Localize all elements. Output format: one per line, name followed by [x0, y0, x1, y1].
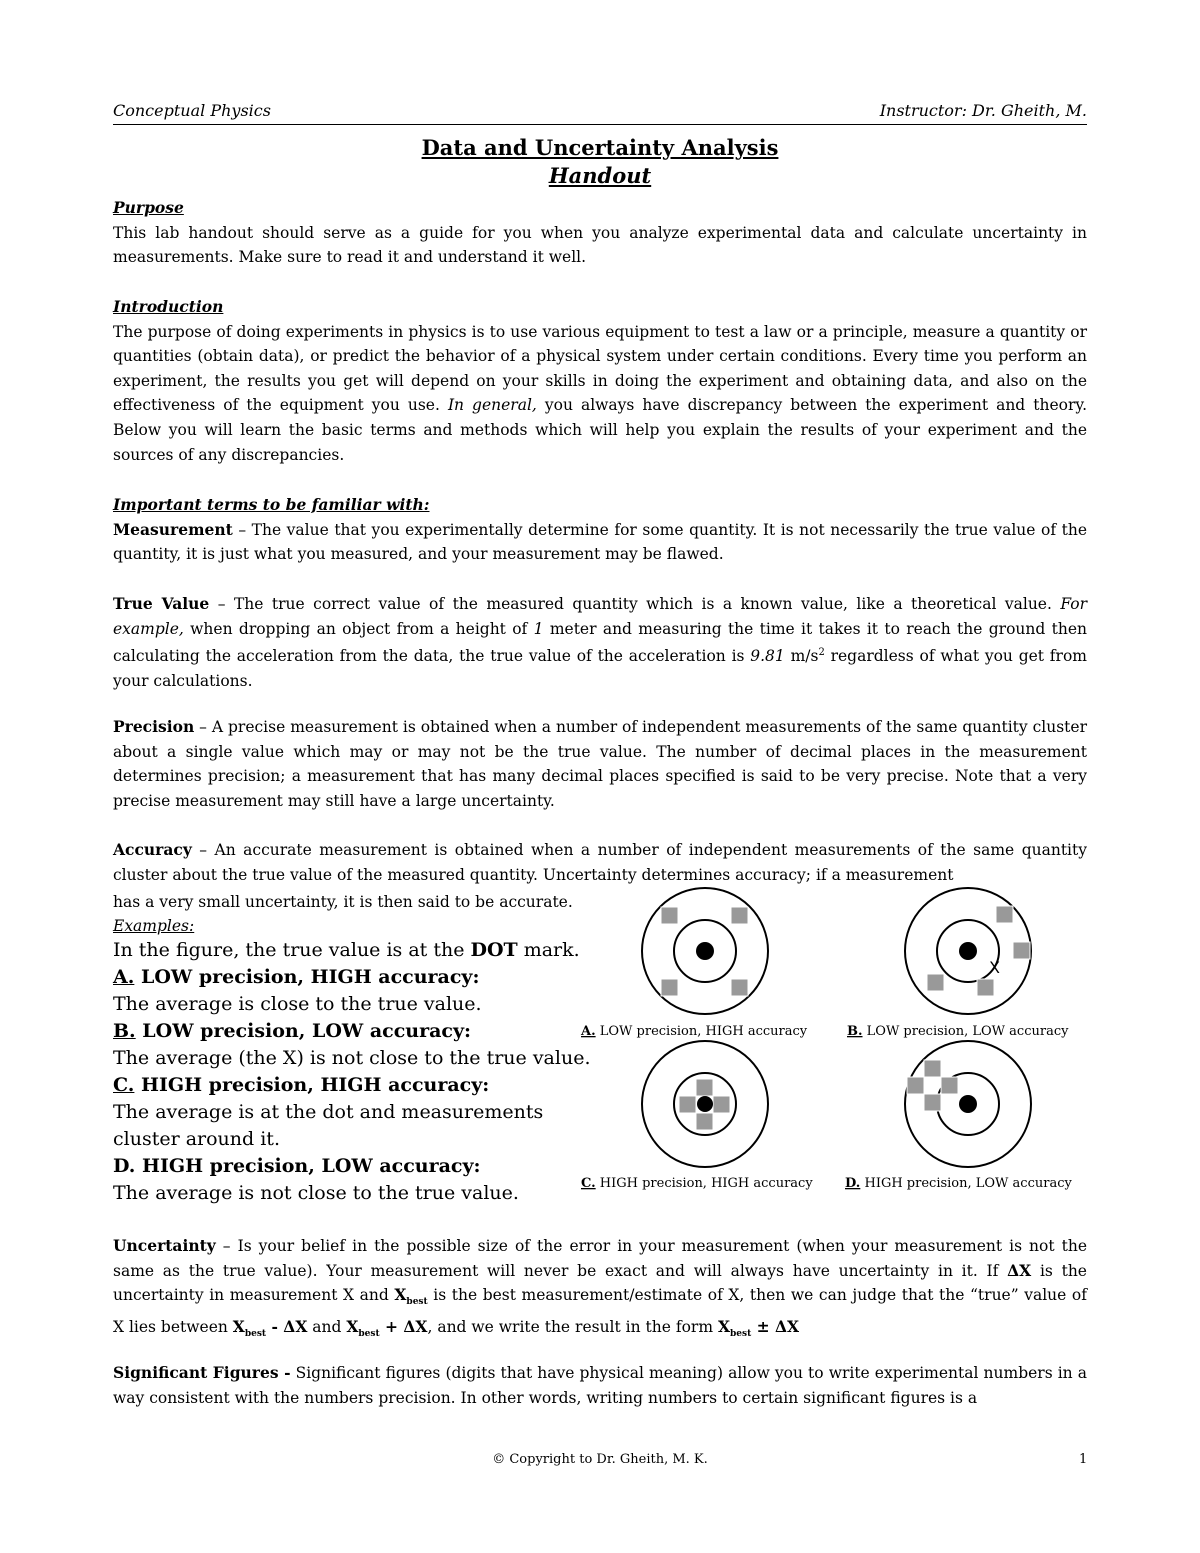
example-d-desc: The average is not close to the true value.: [113, 1181, 519, 1204]
examples-intro-text: In the figure, the true value is at the: [113, 938, 471, 961]
target-a: [642, 888, 768, 1014]
example-title-text: HIGH precision, LOW accuracy:: [135, 1154, 481, 1177]
minus-delta: - ΔX: [266, 1316, 308, 1336]
measurement-marker: [977, 979, 994, 996]
uncertainty-text: is the best measurement/estimate of X, then we can judge that the “true” value of X lies between: [113, 1286, 1087, 1336]
instructor-name: Instructor: Dr. Gheith, M.: [879, 101, 1087, 120]
example-c-desc: The average is at the dot and measurements cluster around it.: [113, 1100, 544, 1150]
drop-height: 1: [533, 619, 544, 638]
result-form-expr: [717, 1316, 800, 1339]
lower-bound-expr: [232, 1316, 308, 1339]
true-value-dot: [959, 942, 977, 960]
examples-intro-text: mark.: [517, 938, 580, 961]
terms-heading: Important terms to be familiar with:: [113, 495, 430, 514]
true-value-definition: [113, 592, 1087, 694]
caption-a: [580, 1024, 808, 1039]
measurement-term: Measurement: [113, 519, 233, 539]
significant-figures-definition: [113, 1361, 1087, 1410]
precision-definition: [113, 715, 1087, 813]
true-value-term: True Value: [113, 594, 210, 613]
true-value-text: regardless of what you get from your calculations.: [113, 647, 1087, 690]
unit-exponent: 2: [818, 647, 825, 659]
example-letter: C.: [113, 1073, 135, 1096]
caption-letter: D.: [845, 1176, 861, 1191]
intro-text-part: you always have discrepancy between the experiment and theory. Below you will learn the basic terms and methods which will help you explain the results of your experiment and the sources of any discrepancies.: [113, 396, 1087, 464]
intro-in-general: In general,: [447, 396, 537, 415]
best-subscript: best: [358, 1328, 380, 1339]
best-subscript: best: [406, 1297, 428, 1308]
x-symbol: X: [717, 1316, 730, 1336]
introduction-body: [113, 320, 1087, 468]
measurement-marker: [924, 1060, 941, 1077]
measurement-marker: [661, 979, 678, 996]
purpose-body: This lab handout should serve as a guide for you when you analyze experimental data and calculate uncertainty in measurements. Make sure to read it and understand it well.: [113, 223, 1087, 267]
document-title: Data and Uncertainty Analysis: [421, 135, 779, 160]
measurement-marker: [907, 1077, 924, 1094]
true-value-dot: [696, 942, 714, 960]
best-subscript: best: [244, 1328, 267, 1339]
caption-letter: C.: [581, 1176, 596, 1191]
measurement-marker: [996, 906, 1013, 923]
true-value-text: – The true correct value of the measured quantity which is a known value, like a theoretical value.: [209, 595, 1061, 613]
measurement-marker: [1013, 942, 1030, 959]
measurement-marker: [941, 1077, 958, 1094]
example-title-text: LOW precision, LOW accuracy:: [135, 1019, 472, 1042]
purpose-section: [113, 196, 1087, 270]
accuracy-term: Accuracy: [113, 840, 192, 859]
introduction-section: [113, 295, 1087, 467]
for-example: For example,: [113, 595, 1088, 638]
title-block: [113, 134, 1087, 190]
delta-x: ΔX: [1007, 1260, 1032, 1280]
caption-text: LOW precision, LOW accuracy: [862, 1024, 1069, 1039]
measurement-marker: [696, 1113, 713, 1130]
page-number: 1: [1079, 1452, 1088, 1467]
measurement-text: – The value that you experimentally determine for some quantity. It is not necessarily the true value of the quantity, it is just what you measured, and your measurement may be flawed.: [113, 520, 1087, 564]
measurement-marker: [661, 907, 678, 924]
uncertainty-text: – Is your belief in the possible size of the error in your measurement (when your measurement is not the same as the true value). Your measurement will never be exact and will always have uncertainty in it. If: [113, 1237, 1087, 1280]
document-subtitle: Handout: [548, 163, 652, 188]
example-a-desc: The average is close to the true value.: [113, 992, 482, 1015]
course-name: Conceptual Physics: [113, 101, 271, 120]
uncertainty-text: , and we write the result in the form: [427, 1317, 718, 1336]
x-symbol: X: [394, 1285, 407, 1305]
measurement-marker: [679, 1096, 696, 1113]
introduction-heading: Introduction: [113, 297, 224, 316]
uncertainty-term: Uncertainty: [113, 1236, 216, 1255]
example-a-title: [113, 964, 598, 991]
measurement-marker: [731, 979, 748, 996]
example-title-text: HIGH precision, HIGH accuracy:: [134, 1073, 490, 1096]
example-c-title: [113, 1072, 598, 1099]
target-b: [905, 888, 1031, 1014]
caption-d: [845, 1176, 1072, 1191]
measurement-definition: [113, 518, 1087, 567]
target-d: [905, 1041, 1031, 1167]
accuracy-text: – An accurate measurement is obtained when a number of independent measurements of the same quantity cluster about the true value of the measured quantity. Uncertainty determines accuracy; if a measurement: [113, 841, 1087, 884]
example-title-text: LOW precision, HIGH accuracy:: [134, 965, 480, 988]
plus-delta: + ΔX: [379, 1316, 428, 1336]
example-d-title: [113, 1153, 598, 1180]
measurement-marker: [731, 907, 748, 924]
caption-text: LOW precision, HIGH accuracy: [595, 1024, 808, 1039]
terms-section: [113, 493, 1087, 567]
caption-text: HIGH precision, LOW accuracy: [860, 1176, 1072, 1191]
target-diagrams-figure: [575, 885, 1085, 1205]
x-best: [394, 1285, 428, 1308]
true-value-text: meter and measuring the time it takes it to reach the ground then calculating the acceleration from the data, the true value of the acceleration is: [113, 619, 1087, 666]
examples-block: [113, 890, 598, 1207]
plus-minus-delta: ± ΔX: [751, 1316, 800, 1336]
caption-text: HIGH precision, HIGH accuracy: [595, 1176, 813, 1191]
purpose-heading: Purpose: [113, 198, 184, 217]
copyright-footer: © Copyright to Dr. Gheith, M. K.: [492, 1452, 708, 1467]
true-value-text: when dropping an object from a height of: [183, 619, 534, 638]
running-header: [113, 101, 1087, 125]
precision-text: – A precise measurement is obtained when a number of independent measurements of the same quantity cluster about a single value which may or may not be the true value. The number of decimal places in the measurement determines precision; a measurement that has many decimal places specified is said to be very precise. Note that a very precise measurement may still have a large uncertainty.: [113, 718, 1087, 810]
caption-letter: A.: [581, 1024, 596, 1039]
example-letter: D.: [113, 1154, 136, 1177]
caption-letter: B.: [847, 1024, 863, 1039]
accuracy-tail: has a very small uncertainty, it is then said to be accurate.: [113, 893, 573, 911]
sig-figs-text: Significant figures (digits that have physical meaning) allow you to write experimental numbers in a way consistent with the numbers precision. In other words, writing numbers to certain significant figures is a: [113, 1364, 1087, 1407]
acceleration-value: 9.81: [750, 647, 785, 666]
uncertainty-text: is the uncertainty in measurement X and: [113, 1261, 1087, 1305]
x-symbol: X: [232, 1316, 245, 1336]
uncertainty-definition: [113, 1234, 1087, 1347]
uncertainty-text: and: [307, 1317, 347, 1336]
intro-text-part: The purpose of doing experiments in physics is to use various equipment to test a law or a principle, measure a quantity or quantities (obtain data), or predict the behavior of a physical system under certain conditions. Every time you perform an experiment, the results you get will depend on your skills in doing the experiment and obtaining data, and also on the effectiveness of the equipment you use.: [113, 322, 1087, 415]
examples-label: Examples:: [113, 916, 195, 935]
measurement-marker: [927, 974, 944, 991]
example-b-desc: The average (the X) is not close to the true value.: [113, 1046, 591, 1069]
caption-c: [581, 1176, 813, 1191]
average-x-mark: X: [989, 958, 1000, 977]
example-letter: B.: [113, 1019, 136, 1042]
true-value-dot: [959, 1095, 977, 1113]
best-subscript: best: [729, 1328, 752, 1339]
precision-term: Precision: [113, 717, 195, 736]
x-symbol: X: [346, 1316, 359, 1336]
caption-b: [847, 1024, 1069, 1039]
true-value-dot: [697, 1096, 713, 1112]
example-b-title: [113, 1018, 598, 1045]
example-letter: A.: [113, 965, 135, 988]
target-c: [642, 1041, 768, 1167]
accuracy-definition: [113, 838, 1087, 887]
measurement-marker: [713, 1096, 730, 1113]
acceleration-unit: m/s: [784, 647, 819, 666]
sig-figs-term: Significant Figures -: [113, 1363, 291, 1382]
measurement-marker: [696, 1079, 713, 1096]
examples-intro: [113, 937, 598, 964]
measurement-marker: [924, 1094, 941, 1111]
dot-word: DOT: [470, 938, 518, 961]
upper-bound-expr: [346, 1316, 428, 1339]
